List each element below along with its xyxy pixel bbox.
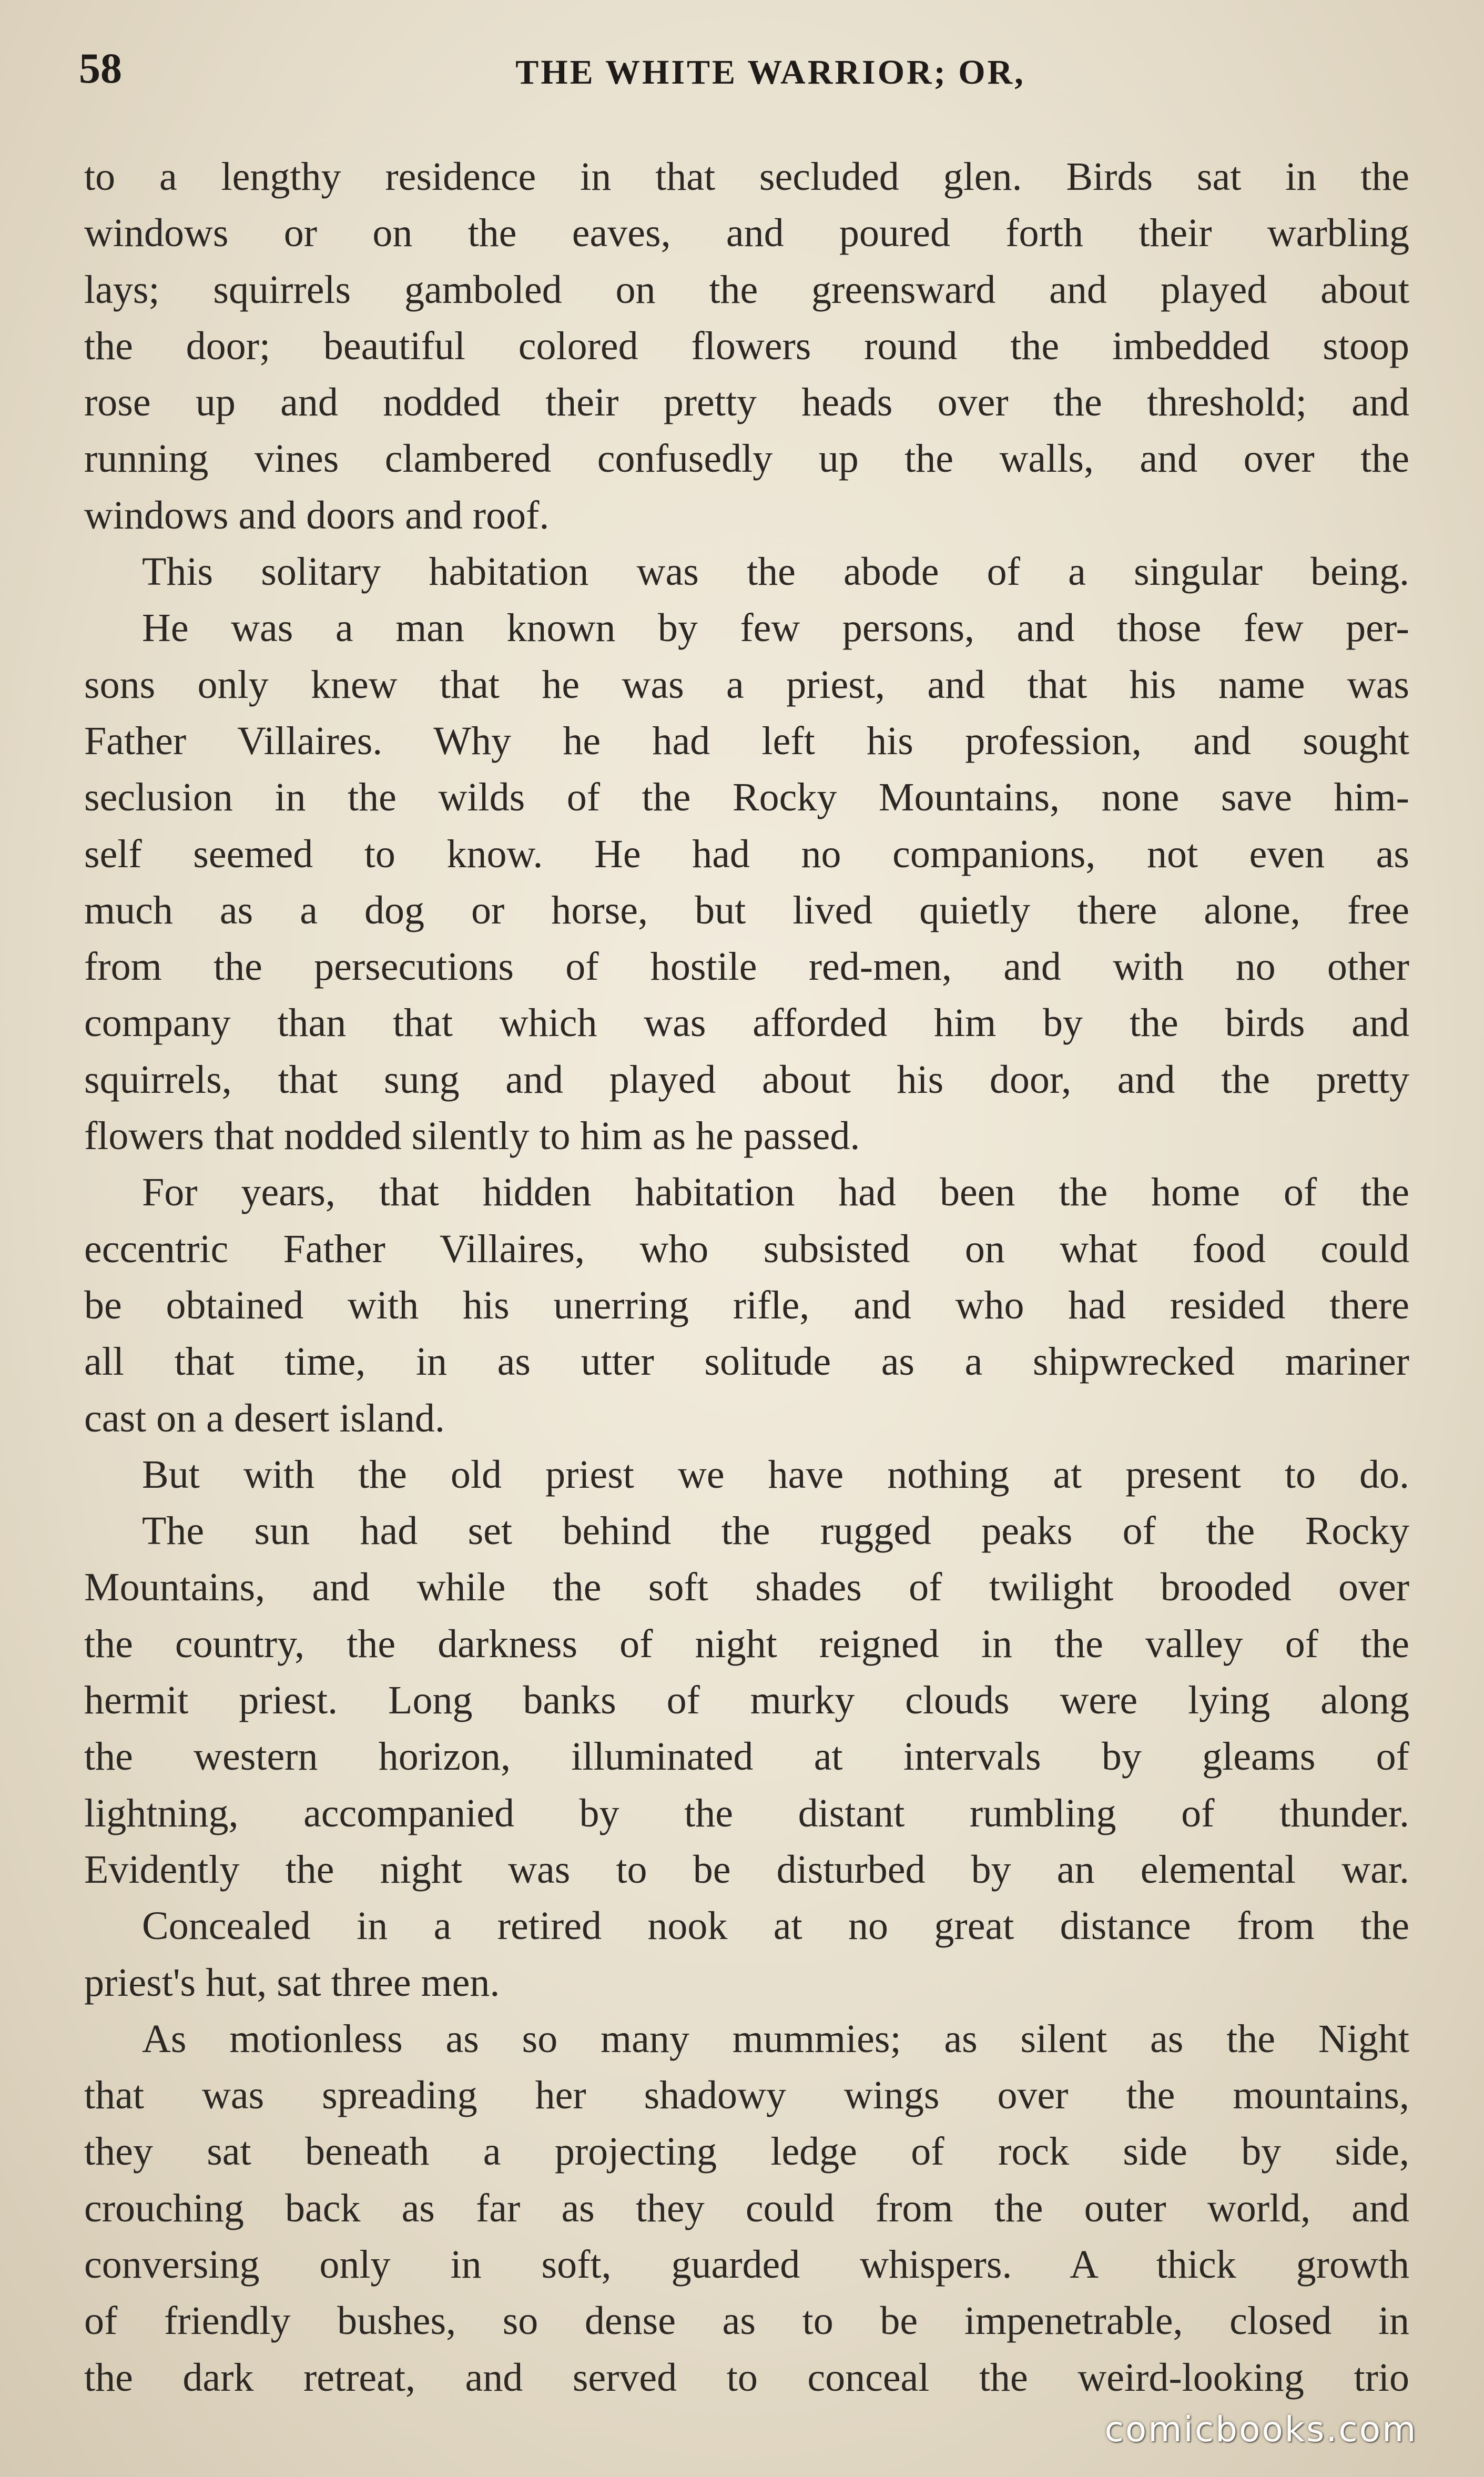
page-number: 58 [79, 44, 122, 92]
text-line: much as a dog or horse, but lived quietly there alone, free [84, 888, 1409, 932]
text-line: from the persecutions of hostile red-men, and with no other [84, 945, 1409, 989]
text-line: But with the old priest we have nothing at present to do. [142, 1452, 1409, 1497]
text-line: squirrels, that sung and played about his door, and the pretty [84, 1057, 1409, 1102]
text-line: the door; beautiful colored flowers round the imbedded stoop [84, 323, 1409, 368]
text-line: be obtained with his unerring rifle, and who had resided there [84, 1283, 1409, 1327]
text-line: Mountains, and while the soft shades of twilight brooded over [84, 1565, 1409, 1610]
text-line: conversing only in soft, guarded whispers. A thick growth [84, 2242, 1409, 2287]
body-text [84, 149, 1409, 2406]
text-line: seclusion in the wilds of the Rocky Mountains, none save him- [84, 775, 1409, 820]
text-line: all that time, in as utter solitude as a shipwrecked mariner [84, 1339, 1409, 1384]
text-line: the dark retreat, and served to conceal the weird-looking trio [84, 2355, 1409, 2400]
text-line: Concealed in a retired nook at no great distance from the [142, 1904, 1409, 1948]
text-line: hermit priest. Long banks of murky clouds were lying along [84, 1678, 1409, 1723]
text-line: eccentric Father Villaires, who subsisted on what food could [84, 1226, 1409, 1271]
text-line: crouching back as far as they could from the outer world, and [84, 2186, 1409, 2230]
running-head: THE WHITE WARRIOR; OR, [515, 53, 1025, 92]
text-line: sons only knew that he was a priest, and that his name was [84, 662, 1409, 707]
text-line: Evidently the night was to be disturbed by an elemental war. [84, 1847, 1409, 1892]
text-line: This solitary habitation was the abode of a singular being. [142, 550, 1409, 594]
text-line: As motionless as so many mummies; as silent as the Night [142, 2016, 1409, 2061]
text-line: the country, the darkness of night reigned in the valley of the [84, 1621, 1409, 1666]
page-header [79, 37, 1420, 100]
text-line: windows or on the eaves, and poured forth their warbling [84, 211, 1409, 256]
text-line: lightning, accompanied by the distant rumbling of thunder. [84, 1791, 1409, 1835]
text-line: rose up and nodded their pretty heads over the threshold; and [84, 380, 1409, 425]
text-line: cast on a desert island. [84, 1396, 445, 1440]
text-line: running vines clambered confusedly up the walls, and over the [84, 436, 1409, 481]
text-line: they sat beneath a projecting ledge of rock side by side, [84, 2129, 1409, 2174]
text-line: to a lengthy residence in that secluded glen. Birds sat in the [84, 155, 1409, 199]
text-line: flowers that nodded silently to him as he passed. [84, 1114, 860, 1159]
text-line: The sun had set behind the rugged peaks of the Rocky [142, 1509, 1409, 1554]
text-line: company than that which was afforded him by the birds and [84, 1001, 1409, 1045]
text-line: Father Villaires. Why he had left his profession, and sought [84, 718, 1409, 763]
text-line: lays; squirrels gamboled on the greensward and played about [84, 267, 1409, 312]
text-line: windows and doors and roof. [84, 493, 550, 537]
text-line: the western horizon, illuminated at intervals by gleams of [84, 1734, 1409, 1779]
text-line: He was a man known by few persons, and those few per- [142, 606, 1409, 651]
watermark: comicbooks.com [1104, 2409, 1418, 2450]
text-line: For years, that hidden habitation had been the home of the [142, 1170, 1409, 1215]
text-line: of friendly bushes, so dense as to be impenetrable, closed in [84, 2299, 1409, 2343]
text-line: self seemed to know. He had no companions, not even as [84, 831, 1409, 876]
text-line: that was spreading her shadowy wings over the mountains, [84, 2073, 1409, 2118]
text-line: priest's hut, sat three men. [84, 1960, 500, 2005]
